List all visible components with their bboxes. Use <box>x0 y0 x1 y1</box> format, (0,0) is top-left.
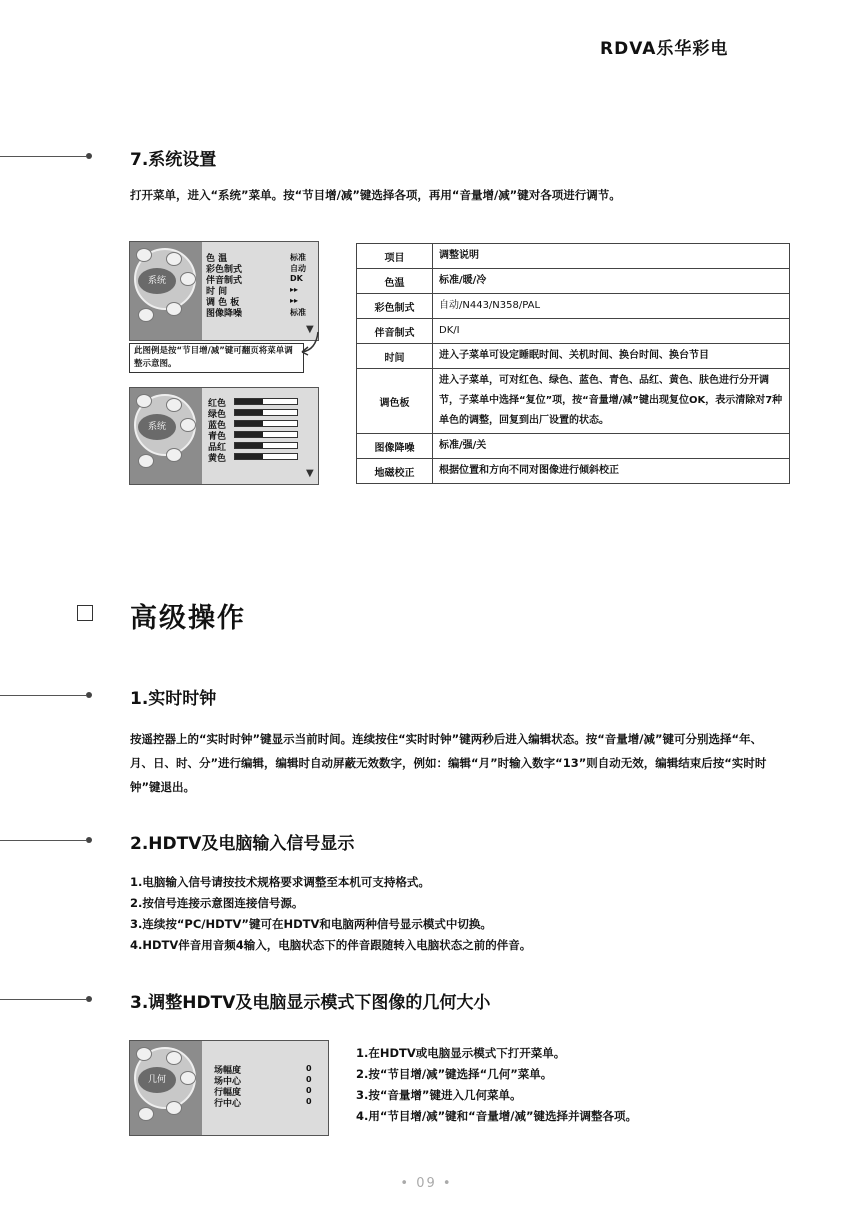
section-bullet <box>86 153 92 159</box>
table-cell-item: 彩色制式 <box>357 294 433 319</box>
menu-tool-icon <box>138 308 154 322</box>
table-cell-desc: 自动/N443/N358/PAL <box>433 294 790 319</box>
palette-level-bar <box>234 431 298 438</box>
osd-row-label: 行幅度 <box>214 1088 242 1098</box>
osd-row-value: 0 <box>306 1075 312 1084</box>
system-settings-table <box>356 243 790 484</box>
osd-palette-menu <box>129 387 319 485</box>
table-cell-item: 地磁校正 <box>357 459 433 484</box>
hdtv-item: 2.按信号连接示意图连接信号源。 <box>130 896 304 910</box>
section-title-hdtv: 2.HDTV及电脑输入信号显示 <box>130 834 355 854</box>
table-row <box>357 319 790 344</box>
geometry-step: 1.在HDTV或电脑显示模式下打开菜单。 <box>356 1046 566 1060</box>
hdtv-item: 3.连续按“PC/HDTV”键可在HDTV和电脑两种信号显示模式中切换。 <box>130 917 492 931</box>
palette-level-fill <box>235 454 263 459</box>
osd-row-label: 色 温 <box>206 254 228 264</box>
section-square-icon <box>77 605 93 621</box>
table-header-item: 项目 <box>357 244 433 269</box>
clock-body: 按遥控器上的“实时时钟”键显示当前时间。连续按住“实时时钟”键两秒后进入编辑状态。按“音量增/减”键可分别选择“年、月、日、时、分”进行编辑，编辑时自动屏蔽无效数字，例如：编辑“月”时输入数字“13”则自动无效，编辑结束后按“实时时钟”键退出。 <box>130 732 767 794</box>
advanced-title: 高级操作 <box>130 603 246 634</box>
table-row <box>357 294 790 319</box>
table-cell-item: 图像降噪 <box>357 434 433 459</box>
menu-picture-icon <box>136 248 152 262</box>
table-header-desc: 调整说明 <box>433 244 790 269</box>
hdtv-item: 1.电脑输入信号请按技术规格要求调整至本机可支持格式。 <box>130 875 430 889</box>
menu-picture-icon <box>136 1047 152 1061</box>
menu-hub-label: 几何 <box>138 1067 176 1093</box>
palette-level-bar <box>234 453 298 460</box>
page-turn-note: 此图例是按“节目增/减”键可翻页将菜单调整示意图。 <box>129 343 304 373</box>
geometry-step: 4.用“节目增/减”键和“音量增/减”键选择并调整各项。 <box>356 1109 638 1123</box>
palette-color-label: 黄色 <box>208 454 227 464</box>
osd-row-value: ▸▸ <box>290 296 299 305</box>
section-bullet <box>86 996 92 1002</box>
scroll-down-icon: ▼ <box>306 324 314 335</box>
section-rule <box>0 156 86 157</box>
palette-level-fill <box>235 399 263 404</box>
osd-row-label: 场中心 <box>214 1077 242 1087</box>
table-cell-item: 调色板 <box>357 369 433 434</box>
section-title-clock: 1.实时时钟 <box>130 689 217 709</box>
palette-level-fill <box>235 421 263 426</box>
table-cell-item: 伴音制式 <box>357 319 433 344</box>
geometry-steps <box>356 1043 796 1127</box>
section-rule <box>0 695 86 696</box>
table-row <box>357 459 790 484</box>
menu-function-icon <box>180 1071 196 1085</box>
palette-level-fill <box>235 443 263 448</box>
osd-row-value: 标准 <box>290 253 306 262</box>
palette-level-fill <box>235 410 263 415</box>
section-title-geometry: 3.调整HDTV及电脑显示模式下图像的几何大小 <box>130 993 491 1013</box>
palette-level-bar <box>234 409 298 416</box>
palette-level-bar <box>234 420 298 427</box>
palette-level-bar <box>234 398 298 405</box>
menu-sound-icon <box>166 252 182 266</box>
menu-hub-label: 系统 <box>138 414 176 440</box>
table-header-row <box>357 244 790 269</box>
menu-tool-icon <box>138 1107 154 1121</box>
menu-channel-icon <box>166 1101 182 1115</box>
table-cell-desc: 标准/强/关 <box>433 434 790 459</box>
note-pointer-arrow-icon <box>296 330 326 360</box>
geometry-step: 2.按“节目增/减”键选择“几何”菜单。 <box>356 1067 553 1081</box>
osd-row-label: 彩色制式 <box>206 265 243 275</box>
menu-picture-icon <box>136 394 152 408</box>
osd-row-label: 调 色 板 <box>206 298 240 308</box>
table-cell-desc: 标准/暖/冷 <box>433 269 790 294</box>
table-row <box>357 369 790 434</box>
osd-row-value: 标准 <box>290 308 306 317</box>
palette-level-fill <box>235 432 263 437</box>
palette-color-label: 青色 <box>208 432 227 442</box>
osd-row-value: ▸▸ <box>290 285 299 294</box>
menu-function-icon <box>180 418 196 432</box>
osd-icon-panel <box>130 388 202 484</box>
table-row <box>357 344 790 369</box>
section-rule <box>0 999 86 1000</box>
osd-system-menu <box>129 241 319 341</box>
table-cell-desc: 根据位置和方向不同对图像进行倾斜校正 <box>433 459 790 484</box>
osd-icon-panel <box>130 1041 202 1135</box>
page-number: • 09 • <box>400 1176 453 1191</box>
menu-sound-icon <box>166 1051 182 1065</box>
palette-color-label: 绿色 <box>208 410 227 420</box>
osd-row-label: 图像降噪 <box>206 309 243 319</box>
menu-hub-label: 系统 <box>138 268 176 294</box>
menu-channel-icon <box>166 302 182 316</box>
osd-row-label: 场幅度 <box>214 1066 242 1076</box>
hdtv-list <box>130 872 780 956</box>
table-cell-item: 色温 <box>357 269 433 294</box>
palette-color-label: 红色 <box>208 399 227 409</box>
hdtv-item: 4.HDTV伴音用音频4输入，电脑状态下的伴音跟随转入电脑状态之前的伴音。 <box>130 938 532 952</box>
palette-color-label: 蓝色 <box>208 421 227 431</box>
osd-icon-panel <box>130 242 202 340</box>
section-bullet <box>86 692 92 698</box>
brand-logo: RDVA乐华彩电 <box>600 39 729 59</box>
table-cell-desc: 进入子菜单，可对红色、绿色、蓝色、青色、品红、黄色、肤色进行分开调节，子菜单中选择“复位”项，按“音量增/减”键出现复位OK，表示清除对7种单色的调整，回复到出厂设置的状态。 <box>433 369 790 434</box>
osd-row-value: 0 <box>306 1064 312 1073</box>
scroll-down-icon: ▼ <box>306 468 314 479</box>
osd-row-value: 0 <box>306 1086 312 1095</box>
osd-row-value: 0 <box>306 1097 312 1106</box>
table-cell-desc: DK/I <box>433 319 790 344</box>
menu-sound-icon <box>166 398 182 412</box>
palette-level-bar <box>234 442 298 449</box>
section-rule <box>0 840 86 841</box>
osd-row-label: 时 间 <box>206 287 228 297</box>
osd-row-value: 自动 <box>290 264 306 273</box>
table-row <box>357 269 790 294</box>
table-cell-item: 时间 <box>357 344 433 369</box>
osd-row-label: 伴音制式 <box>206 276 243 286</box>
menu-tool-icon <box>138 454 154 468</box>
palette-color-label: 品红 <box>208 443 227 453</box>
osd-row-value: DK <box>290 274 303 283</box>
table-cell-desc: 进入子菜单可设定睡眠时间、关机时间、换台时间、换台节目 <box>433 344 790 369</box>
menu-channel-icon <box>166 448 182 462</box>
osd-geometry-menu <box>129 1040 329 1136</box>
section-intro: 打开菜单，进入“系统”菜单。按“节目增/减”键选择各项，再用“音量增/减”键对各项进行调节。 <box>130 188 621 202</box>
menu-function-icon <box>180 272 196 286</box>
section-bullet <box>86 837 92 843</box>
geometry-step: 3.按“音量增”键进入几何菜单。 <box>356 1088 522 1102</box>
section-title-system: 7.系统设置 <box>130 150 217 170</box>
osd-row-label: 行中心 <box>214 1099 242 1109</box>
table-row <box>357 434 790 459</box>
